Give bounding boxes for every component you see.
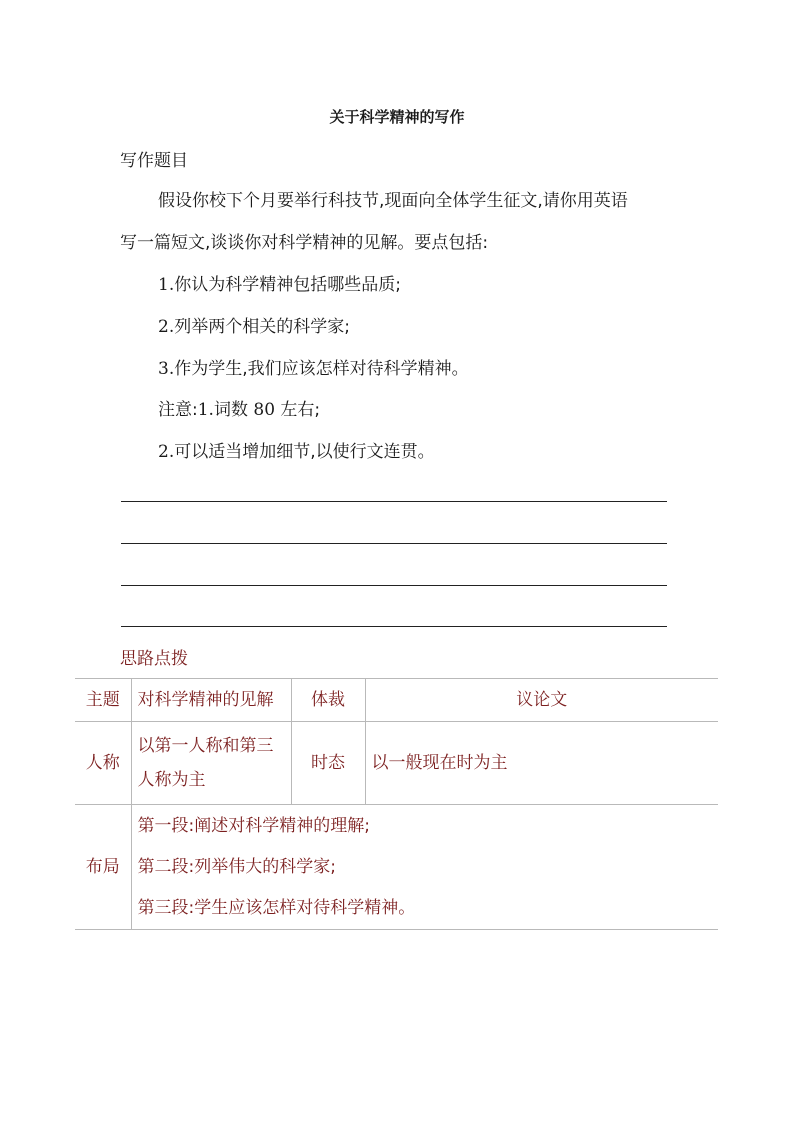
document-title: 关于科学精神的写作 [329, 108, 465, 126]
paragraph-plan-item: 第二段:列举伟大的科学家; [137, 856, 336, 877]
note-number: 1. [197, 400, 214, 420]
writing-guide-table [75, 678, 718, 930]
theme-value: 对科学精神的见解 [131, 679, 291, 722]
tense-value: 以一般现在时为主 [365, 722, 718, 805]
layout-label: 布局 [75, 805, 131, 930]
point-number: 3. [158, 359, 175, 379]
paragraph-plan-item: 第一段:阐述对科学精神的理解; [137, 815, 370, 836]
point-text: 列举两个相关的科学家; [174, 317, 350, 337]
point-number: 1. [158, 275, 175, 295]
genre-label: 体裁 [291, 679, 365, 722]
layout-value [131, 805, 718, 930]
person-label: 人称 [75, 722, 131, 805]
note-2 [158, 440, 435, 464]
point-1 [158, 273, 401, 297]
point-3 [158, 357, 469, 381]
answer-line[interactable] [121, 585, 667, 586]
point-2 [158, 315, 350, 339]
prompt-line-1: 假设你校下个月要举行科技节,现面向全体学生征文,请你用英语 [158, 191, 628, 211]
point-text: 你认为科学精神包括哪些品质; [174, 275, 401, 295]
task-heading: 写作题目 [120, 151, 188, 171]
table-row [75, 722, 718, 805]
prompt-line-2: 写一篇短文,谈谈你对科学精神的见解。要点包括: [120, 233, 489, 253]
answer-line[interactable] [121, 543, 667, 544]
note-label: 注意: [158, 400, 198, 420]
answer-line[interactable] [121, 501, 667, 502]
table-row [75, 679, 718, 722]
genre-value: 议论文 [365, 679, 718, 722]
point-text: 作为学生,我们应该怎样对待科学精神。 [174, 359, 469, 379]
tense-label: 时态 [291, 722, 365, 805]
note-1 [158, 398, 320, 422]
paragraph-plan-item: 第三段:学生应该怎样对待科学精神。 [137, 897, 416, 918]
theme-label: 主题 [75, 679, 131, 722]
note-text: 左右; [275, 400, 321, 420]
person-value: 以第一人称和第三人称为主 [131, 722, 291, 805]
answer-line[interactable] [121, 626, 667, 627]
note-text: 词数 [213, 400, 254, 420]
point-number: 2. [158, 317, 175, 337]
table-row [75, 805, 718, 930]
word-count: 80 [253, 400, 276, 420]
note-number: 2. [158, 442, 175, 462]
hint-heading: 思路点拨 [120, 649, 188, 669]
note-text: 可以适当增加细节,以使行文连贯。 [174, 442, 435, 462]
